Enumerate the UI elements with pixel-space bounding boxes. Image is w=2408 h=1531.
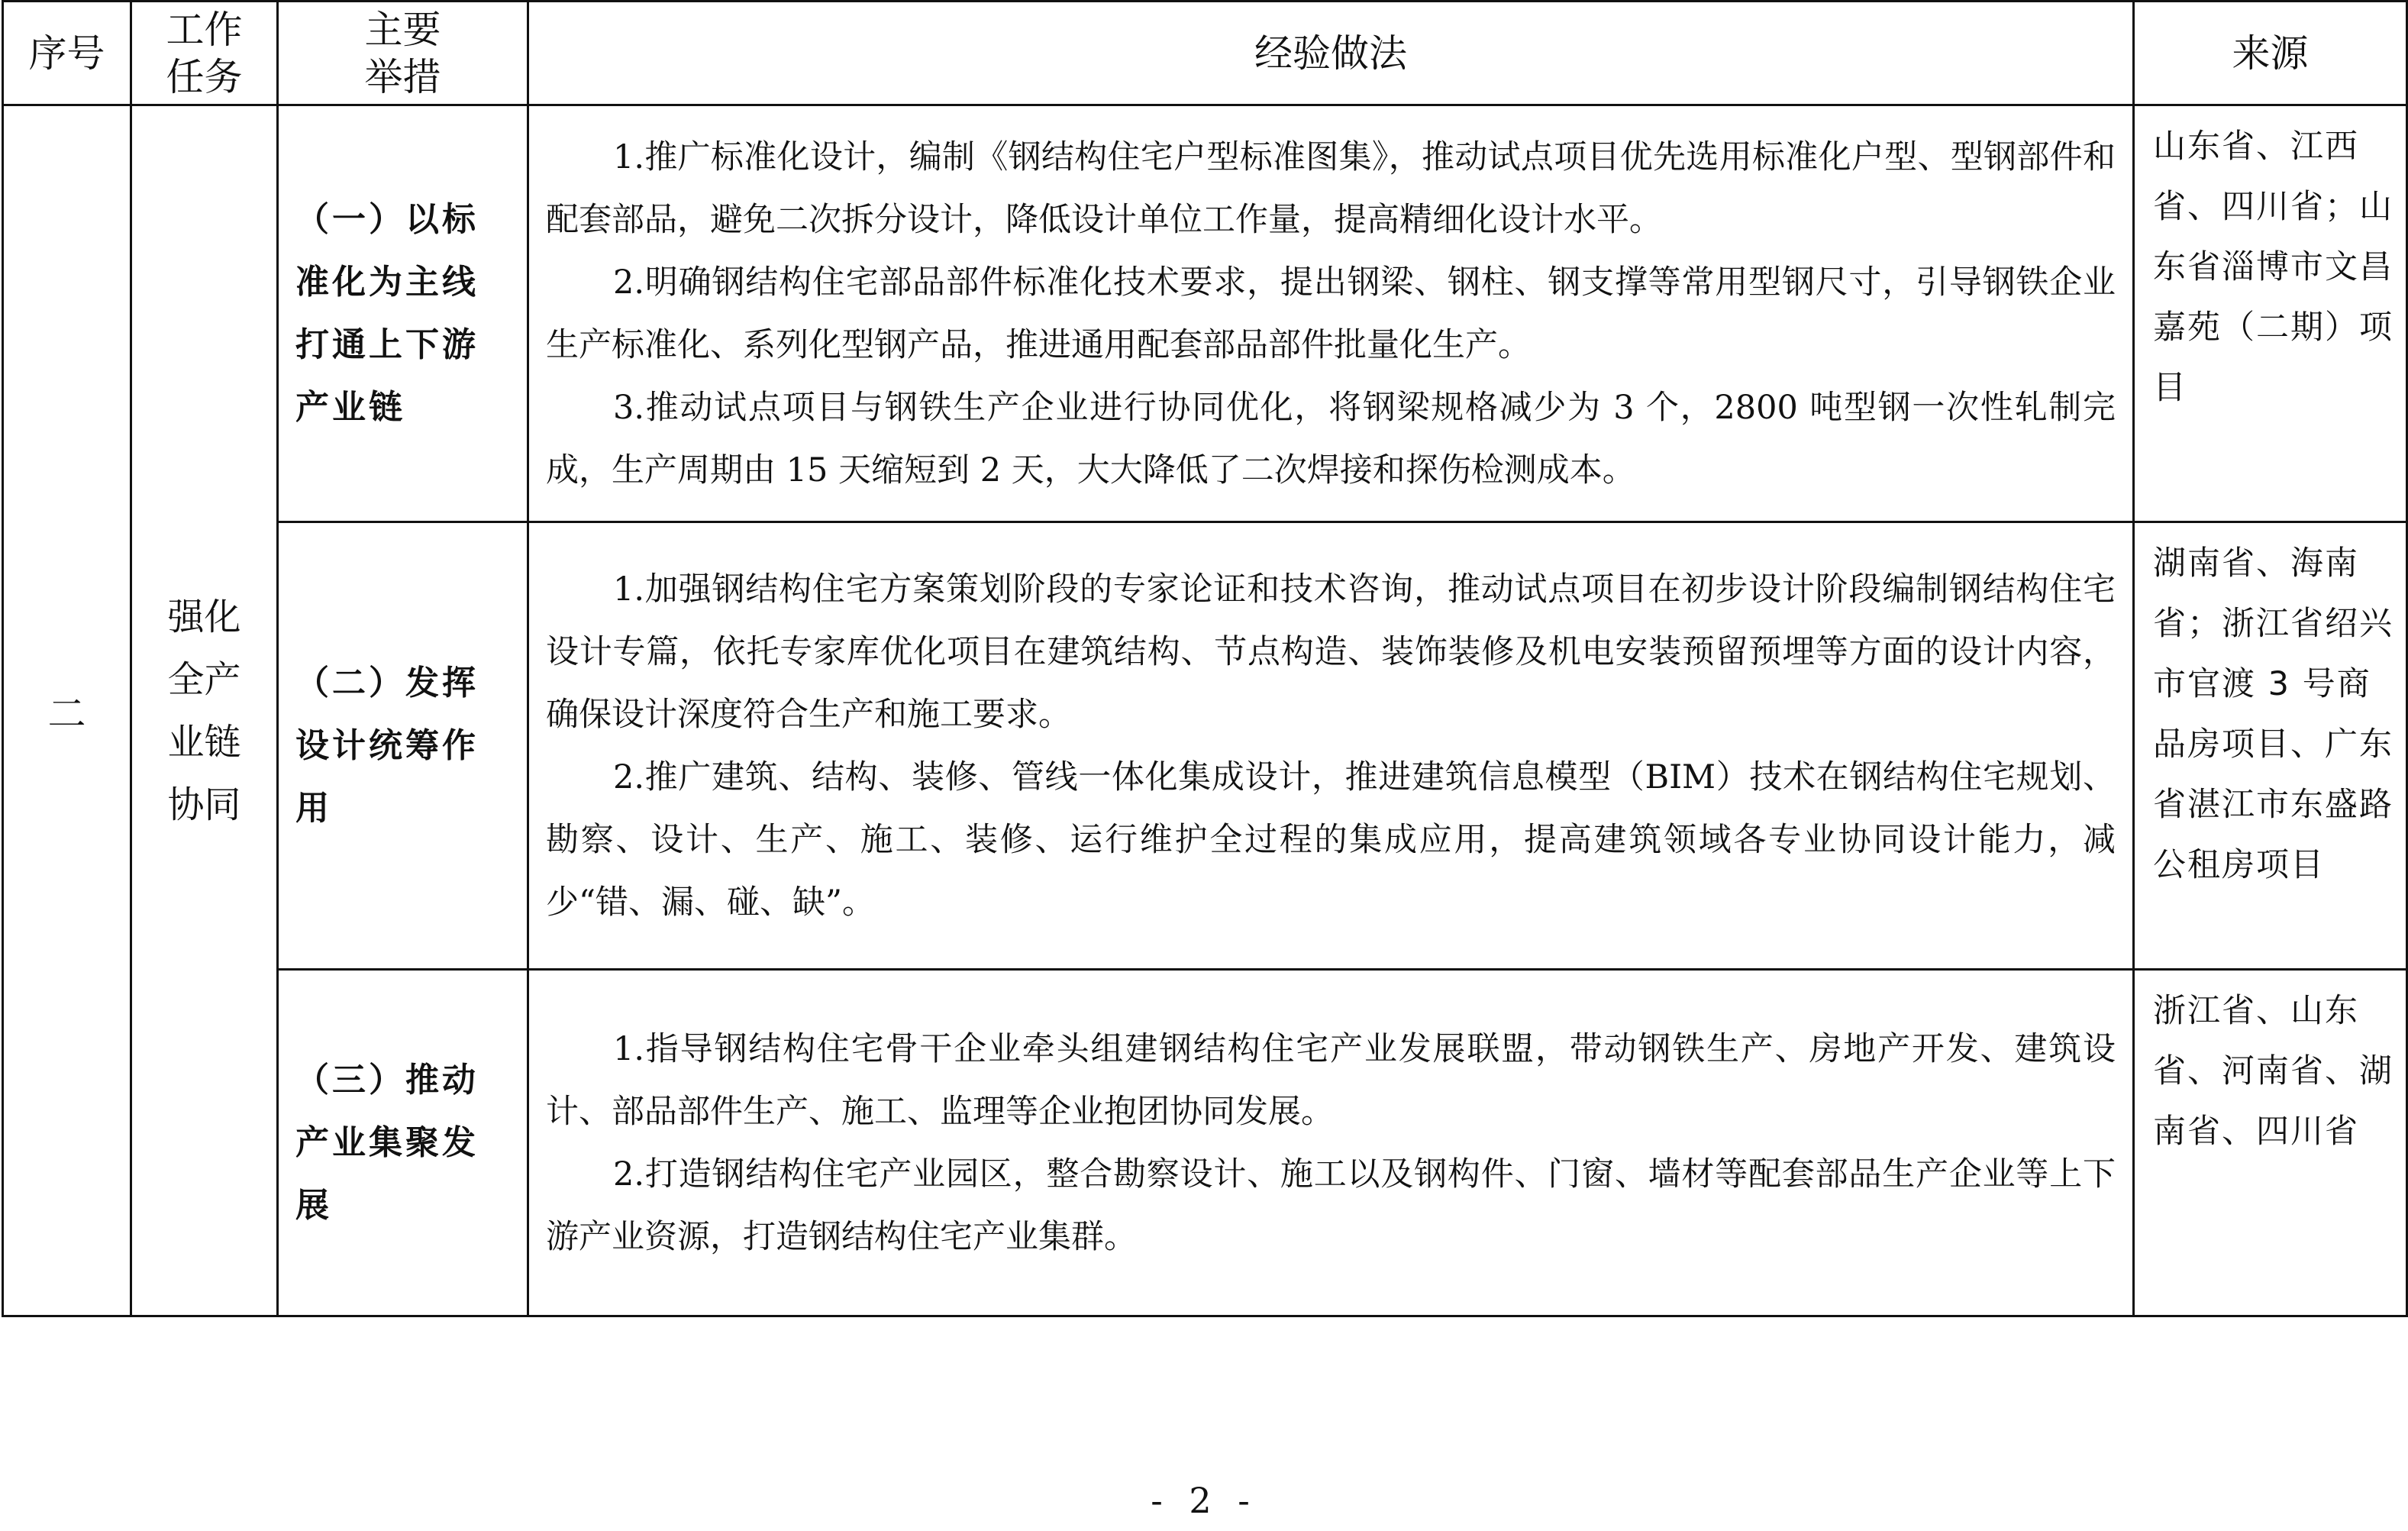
header-task-text: 工作任务 bbox=[166, 7, 243, 99]
experience-paragraph: 1.指导钢结构住宅骨干企业牵头组建钢结构住宅产业发展联盟，带动钢铁生产、房地产开发、建筑设计、部品部件生产、施工、监理等企业抱团协同发展。 bbox=[546, 1029, 2116, 1131]
seq-cell: 二 bbox=[3, 105, 131, 1316]
measure-text: （三）推动产业集聚发展 bbox=[295, 1060, 479, 1225]
header-task bbox=[131, 2, 278, 105]
measure-cell bbox=[278, 522, 528, 970]
measure-cell bbox=[278, 970, 528, 1316]
experience-paragraph: 1.推广标准化设计，编制《钢结构住宅户型标准图集》，推动试点项目优先选用标准化户型、型钢部件和配套部品，避免二次拆分设计，降低设计单位工作量，提高精细化设计水平。 bbox=[546, 137, 2116, 239]
source-text: 山东省、江西省、四川省；山东省淄博市文昌嘉苑（二期）项目 bbox=[2153, 128, 2393, 407]
experience-paragraph: 1.加强钢结构住宅方案策划阶段的专家论证和技术咨询，推动试点项目在初步设计阶段编制钢结构住宅设计专篇，依托专家库优化项目在建筑结构、节点构造、装饰装修及机电安装预留预埋等方面的设计内容，确保设计深度符合生产和施工要求。 bbox=[546, 570, 2116, 734]
experience-paragraph: 2.打造钢结构住宅产业园区，整合勘察设计、施工以及钢构件、门窗、墙材等配套部品生产企业等上下游产业资源，打造钢结构住宅产业集群。 bbox=[546, 1155, 2116, 1256]
experience-cell bbox=[528, 105, 2134, 522]
source-cell bbox=[2134, 105, 2407, 522]
header-experience: 经验做法 bbox=[528, 2, 2134, 105]
task-cell bbox=[131, 105, 278, 1316]
experience-cell bbox=[528, 970, 2134, 1316]
measure-text: （二）发挥设计统筹作用 bbox=[295, 663, 479, 828]
source-cell bbox=[2134, 970, 2407, 1316]
header-seq: 序号 bbox=[3, 2, 131, 105]
task-text: 强化全产业链协同 bbox=[167, 595, 241, 826]
page-number: - 2 - bbox=[1151, 1480, 1257, 1521]
measure-text: （一）以标准化为主线打通上下游产业链 bbox=[295, 199, 479, 427]
header-source: 来源 bbox=[2134, 2, 2407, 105]
experience-paragraph: 2.明确钢结构住宅部品部件标准化技术要求，提出钢梁、钢柱、钢支撑等常用型钢尺寸，引导钢铁企业生产标准化、系列化型钢产品，推进通用配套部品部件批量化生产。 bbox=[546, 263, 2116, 364]
source-text: 浙江省、山东省、河南省、湖南省、四川省 bbox=[2153, 992, 2393, 1151]
measure-cell bbox=[278, 105, 528, 522]
header-measure bbox=[278, 2, 528, 105]
source-cell bbox=[2134, 522, 2407, 970]
source-text: 湖南省、海南省；浙江省绍兴市官渡 3 号商品房项目、广东省湛江市东盛路公租房项目 bbox=[2153, 544, 2393, 884]
header-row bbox=[3, 2, 2407, 105]
experience-paragraph: 2.推广建筑、结构、装修、管线一体化集成设计，推进建筑信息模型（BIM）技术在钢结构住宅规划、勘察、设计、生产、施工、装修、运行维护全过程的集成应用，提高建筑领域各专业协同设计能力，减少“错、漏、碰、缺”。 bbox=[546, 757, 2116, 922]
experience-paragraph: 3.推动试点项目与钢铁生产企业进行协同优化，将钢梁规格减少为 3 个，2800 吨型钢一次性轧制完成，生产周期由 15 天缩短到 2 天，大大降低了二次焊接和探伤检测成本。 bbox=[546, 388, 2116, 489]
table-row bbox=[3, 970, 2407, 1316]
table-row bbox=[3, 522, 2407, 970]
experience-table bbox=[2, 0, 2408, 1317]
header-measure-text: 主要举措 bbox=[364, 7, 441, 99]
table-row bbox=[3, 105, 2407, 522]
experience-cell bbox=[528, 522, 2134, 970]
